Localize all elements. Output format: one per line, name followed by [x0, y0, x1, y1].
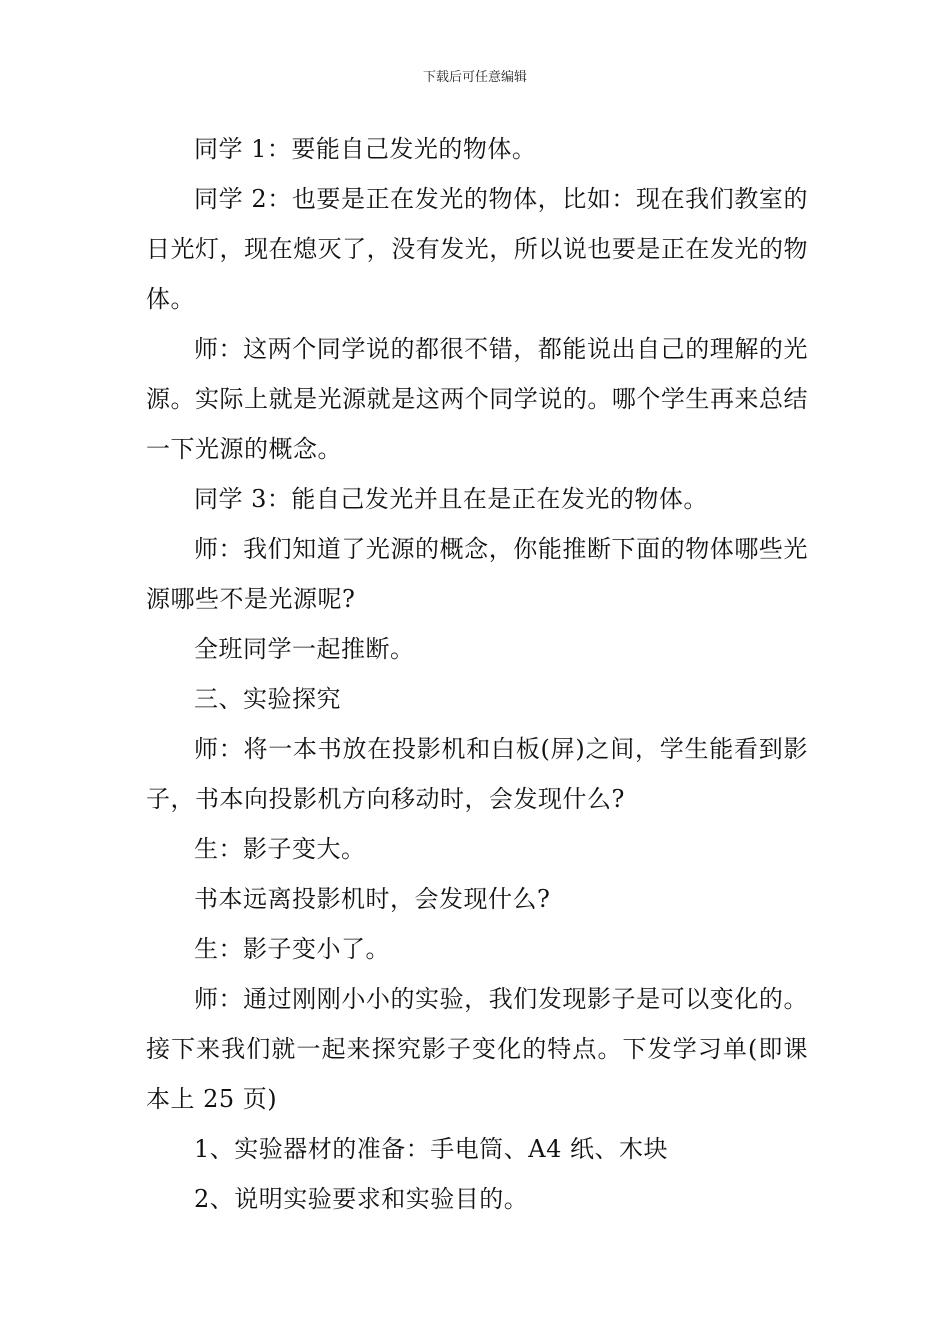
section-heading: 三、实验探究: [194, 685, 341, 713]
paragraph: 师：我们知道了光源的概念，你能推断下面的物体哪些光源哪些不是光源呢?: [146, 535, 808, 613]
paragraph: 同学 2：也要是正在发光的物体，比如：现在我们教室的日光灯，现在熄灭了，没有发光，所以说也要是正在发光的物体。: [146, 185, 808, 313]
paragraph: 书本远离投影机时，会发现什么?: [194, 885, 551, 913]
paragraph: 生：影子变小了。: [194, 935, 390, 963]
list-item: 1、实验器材的准备：手电筒、A4 纸、木块: [194, 1135, 668, 1163]
paragraph: 同学 1：要能自己发光的物体。: [194, 135, 537, 163]
paragraph: 师：通过刚刚小小的实验，我们发现影子是可以变化的。接下来我们就一起来探究影子变化的特点。下发学习单(即课本上 25 页): [146, 985, 808, 1113]
list-item: 2、说明实验要求和实验目的。: [194, 1185, 529, 1213]
page-header: 下载后可任意编辑: [422, 70, 527, 85]
paragraph: 全班同学一起推断。: [194, 635, 415, 663]
paragraph: 同学 3：能自己发光并且在是正在发光的物体。: [194, 485, 708, 513]
paragraph: 师：将一本书放在投影机和白板(屏)之间，学生能看到影子，书本向投影机方向移动时，会发现什么?: [146, 735, 808, 813]
paragraph: 生：影子变大。: [194, 835, 366, 863]
document-body: [146, 124, 808, 1224]
paragraph: 师：这两个同学说的都很不错，都能说出自己的理解的光源。实际上就是光源就是这两个同学说的。哪个学生再来总结一下光源的概念。: [146, 335, 808, 463]
